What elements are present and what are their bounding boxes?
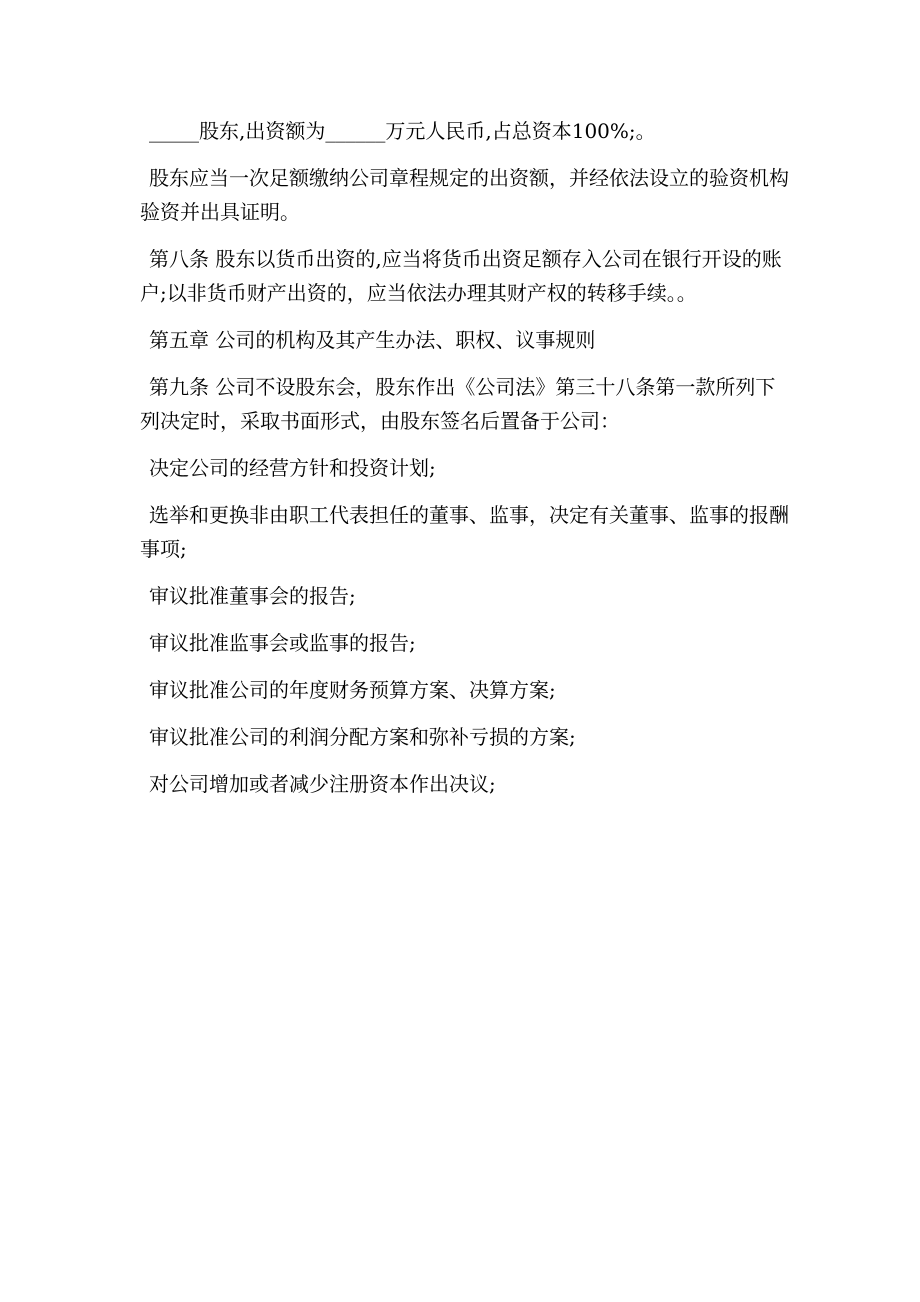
list-item-profit-distribution: 审议批准公司的利润分配方案和弥补亏损的方案;	[149, 725, 576, 749]
list-item-elect-directors: 选举和更换非由职工代表担任的董事、监事，决定有关董事、监事的报酬事项;	[140, 503, 789, 561]
paragraph-article-9: 第九条 公司不设股东会，股东作出《公司法》第三十八条第一款所列下列决定时，采取书面形式，由股东签名后置备于公司：	[140, 375, 776, 433]
list-item-business-policy: 决定公司的经营方针和投资计划;	[149, 456, 436, 480]
paragraph-capital-verification: 股东应当一次足额缴纳公司章程规定的出资额，并经依法设立的验资机构验资并出具证明。	[140, 166, 789, 224]
paragraph-article-8: 第八条 股东以货币出资的,应当将货币出资足额存入公司在银行开设的账户;以非货币财产出资的，应当依法办理其财产权的转移手续。。	[140, 247, 782, 305]
list-item-registered-capital: 对公司增加或者减少注册资本作出决议;	[149, 772, 496, 796]
list-item-budget-plan: 审议批准公司的年度财务预算方案、决算方案;	[149, 678, 556, 702]
paragraph-shareholder-contribution: _____股东,出资额为______万元人民币,占总资本100%;。	[149, 119, 656, 143]
list-item-board-report: 审议批准董事会的报告;	[149, 584, 356, 608]
document-body	[140, 114, 790, 814]
list-item-supervisor-report: 审议批准监事会或监事的报告;	[149, 631, 416, 655]
chapter-5-heading: 第五章 公司的机构及其产生办法、职权、议事规则	[149, 328, 596, 352]
